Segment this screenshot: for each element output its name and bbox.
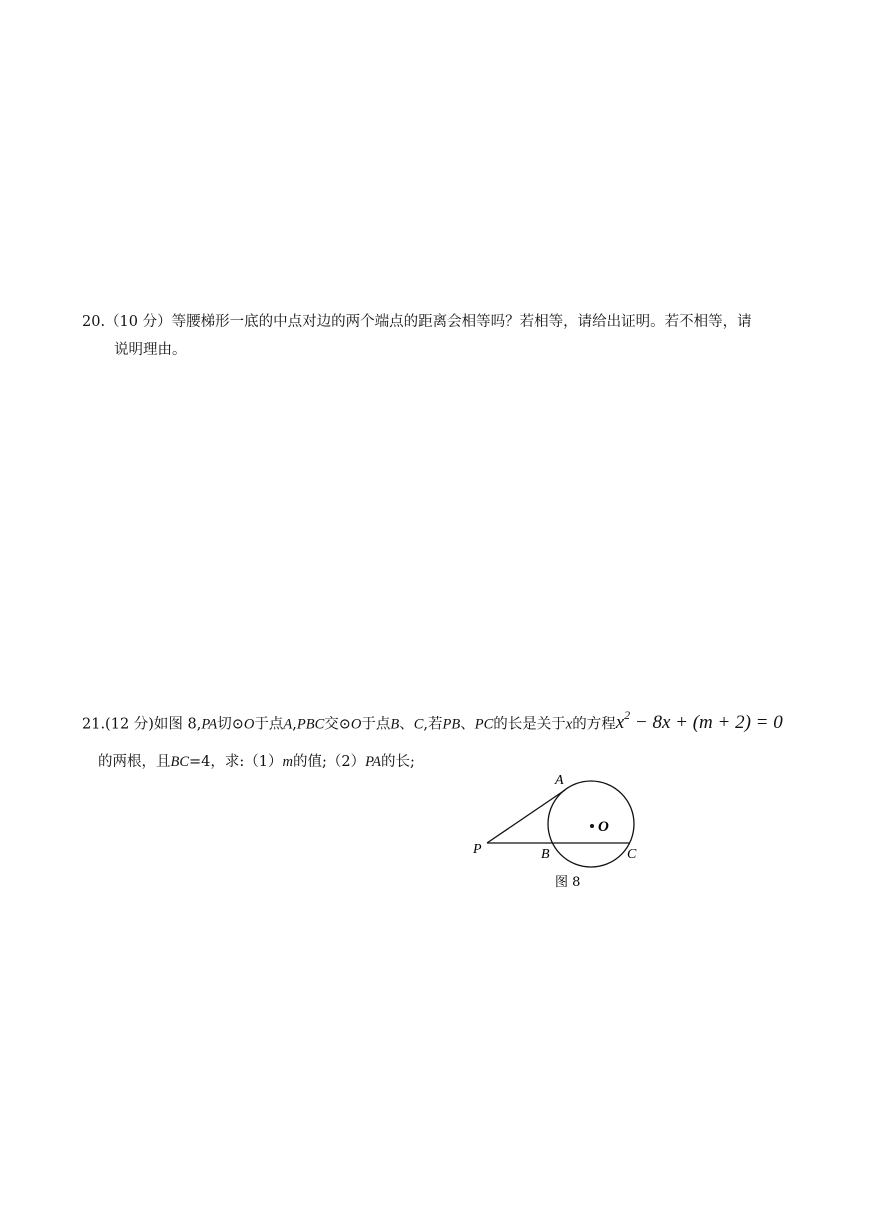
- q21-var: BC: [170, 754, 190, 771]
- q21-var: m: [282, 754, 294, 771]
- q21-text: 于点: [254, 716, 284, 733]
- figure-8-diagram: [465, 768, 655, 898]
- question-21-line1: [82, 703, 802, 738]
- q21-var: C: [413, 716, 424, 733]
- question-20: [82, 308, 802, 364]
- label-c: C: [627, 847, 637, 862]
- q21-text: 的长是关于: [493, 716, 566, 733]
- q21-text: 、: [460, 716, 475, 733]
- label-o: O: [598, 819, 609, 835]
- q21-text: 的值;（2）: [293, 754, 366, 771]
- label-b: B: [541, 847, 550, 862]
- q21-text: 交⊙: [324, 716, 351, 733]
- question-20-line2: 说明理由。: [114, 342, 187, 358]
- q21-text: ,若: [423, 716, 443, 733]
- q21-text: 的两根，且: [98, 754, 171, 771]
- quadratic-equation: [615, 708, 783, 734]
- tangent-pa: [487, 790, 565, 843]
- q21-var: B: [390, 716, 400, 733]
- question-21-line2: [82, 748, 802, 776]
- q21-var: O: [350, 716, 362, 733]
- q21-var: x: [565, 716, 573, 733]
- eq-x: x: [615, 712, 625, 734]
- figure-caption: 图 8: [555, 875, 581, 890]
- label-a: A: [555, 773, 564, 788]
- q21-var: O: [243, 716, 255, 733]
- q21-var: A: [283, 716, 293, 733]
- q21-text: 切⊙: [217, 716, 244, 733]
- q21-text: 、: [399, 716, 414, 733]
- q21-var: PBC: [296, 716, 325, 733]
- q21-var: PC: [474, 716, 494, 733]
- q21-var: PA: [201, 716, 218, 733]
- circle-o: [548, 781, 634, 867]
- q21-text: 的长;: [381, 754, 415, 771]
- q21-text: 21.(12 分)如图 8,: [82, 716, 202, 733]
- question-21: [82, 703, 802, 776]
- q21-var: PB: [442, 716, 461, 733]
- label-p: P: [473, 842, 482, 857]
- q21-text: =4，求:（1）: [189, 754, 283, 771]
- q21-var: PA: [365, 754, 381, 771]
- q21-text: ,: [292, 716, 297, 733]
- eq-rest: − 8x + (m + 2) = 0: [630, 712, 783, 734]
- question-20-line1: 20.（10 分）等腰梯形一底的中点对边的两个端点的距离会相等吗？若相等，请给出证明。若不相等，请: [82, 314, 752, 330]
- q21-text: 的方程: [572, 716, 616, 733]
- center-point-o: [590, 824, 594, 828]
- q21-text: 于点: [361, 716, 391, 733]
- eq-exponent: 2: [624, 708, 631, 722]
